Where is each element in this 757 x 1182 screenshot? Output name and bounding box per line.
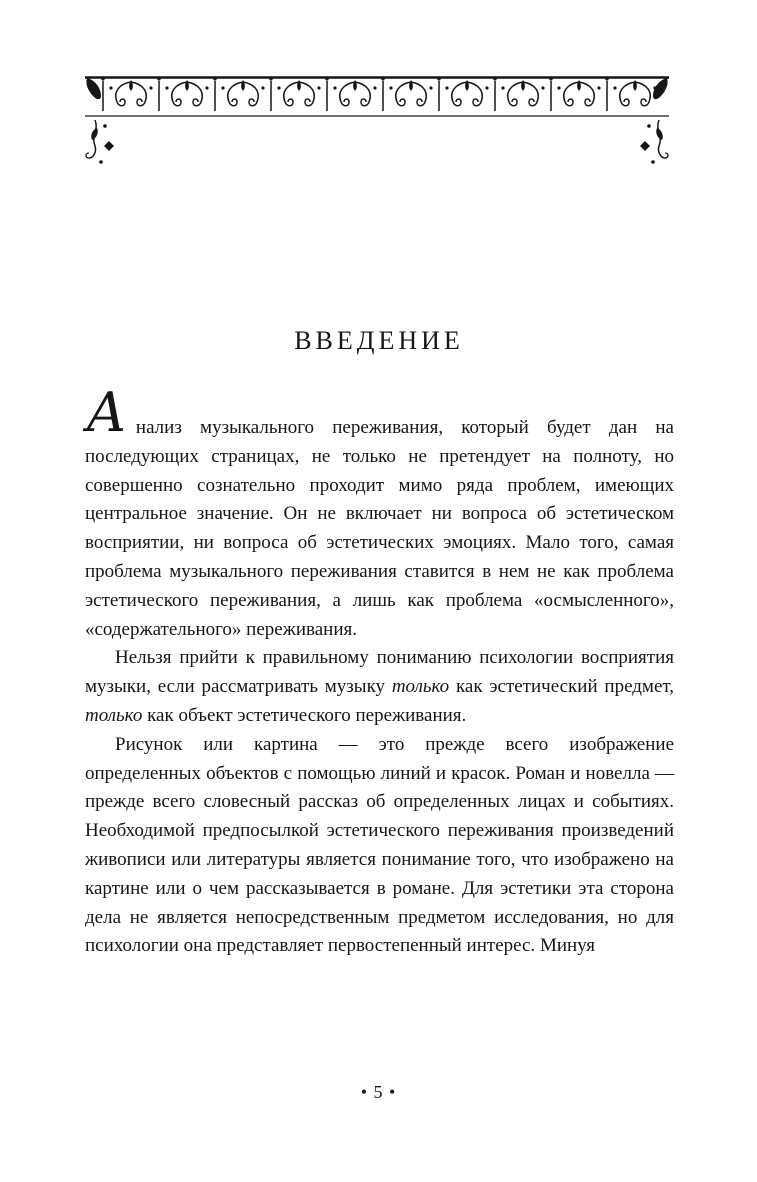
paragraph-2-run-4-italic: только — [85, 704, 143, 726]
page-number-text: • 5 • — [360, 1082, 397, 1102]
page-number — [0, 1082, 757, 1103]
paragraph-2-run-5: как объект эстетического переживания. — [142, 704, 467, 726]
paragraph-3-text: Рисунок или картина — это прежде всего изображение определенных объектов с помощью линий и красок. Роман и новелла — прежде всего словесный рассказ об определенных лицах и событиях. Необходимой предпосылкой эстетического переживания произведений живописи или литературы является понимание того, что изображено на картине или о чем рассказывается в романе. Для эстетики эта сторона дела не является непосредственным предметом исследования, но для психологии она представляет первостепенный интерес. Минуя — [85, 733, 674, 957]
header-ornament — [85, 76, 669, 168]
paragraph-2 — [85, 644, 674, 730]
body-text — [85, 381, 675, 961]
paragraph-3 — [85, 731, 674, 961]
paragraph-2-run-1: Нельзя прийти к правильному пониманию психологии восприятия музыки, если рассматривать музыку — [85, 647, 674, 698]
paragraph-2-run-3: как эстетический предмет, — [449, 676, 675, 698]
chapter-title: ВВЕДЕНИЕ — [294, 326, 464, 355]
paragraph-1-text: нализ музыкального переживания, который будет дан на последующих страницах, не только не претендует на полноту, но совершенно сознательно проходит мимо ряда проблем, имеющих центральное значение. Он не включает ни вопроса об эстетическом восприятии, ни вопроса об эстетических эмоциях. Мало того, самая проблема музыкального переживания ставится в нем не как проблема эстетического переживания, а лишь как проблема «осмысленного», «содержательного» переживания. — [85, 417, 674, 640]
paragraph-2-run-2-italic: только — [391, 676, 450, 698]
paragraph-1 — [85, 381, 674, 644]
floral-vine-headpiece-icon — [85, 76, 669, 168]
dropcap-letter: А — [86, 381, 127, 444]
